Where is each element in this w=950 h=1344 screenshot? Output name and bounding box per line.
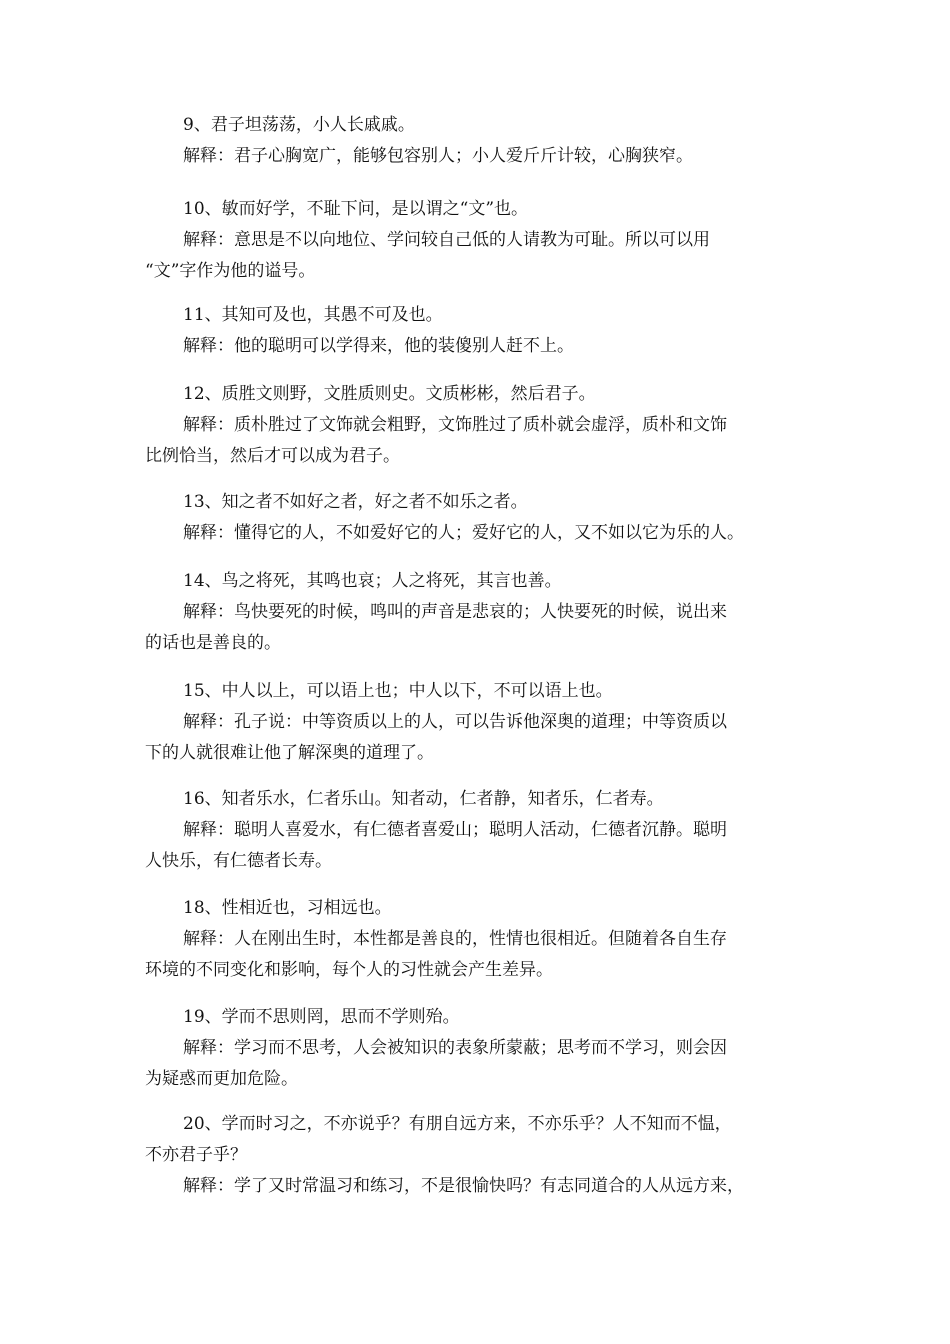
explanation-line: 解释：意思是不以向地位、学问较自己低的人请教为可耻。所以可以用 <box>183 230 710 250</box>
entry-9 <box>145 110 825 172</box>
explanation-line: 解释：质朴胜过了文饰就会粗野，文饰胜过了质朴就会虚浮，质朴和文饰 <box>183 415 727 435</box>
quote-line: 18、性相近也，习相远也。 <box>183 898 392 918</box>
entry-10 <box>145 194 825 287</box>
explanation-line: 解释：学了又时常温习和练习，不是很愉快吗？有志同道合的人从远方来， <box>183 1176 744 1196</box>
explanation-line: 为疑惑而更加危险。 <box>145 1069 298 1089</box>
explanation-line: 的话也是善良的。 <box>145 633 281 653</box>
quote-line: 12、质胜文则野，文胜质则史。文质彬彬，然后君子。 <box>183 384 596 404</box>
entry-14 <box>145 566 825 659</box>
explanation-line: 解释：君子心胸宽广，能够包容别人；小人爱斤斤计较，心胸狭窄。 <box>183 146 693 166</box>
quote-line: 19、学而不思则罔，思而不学则殆。 <box>183 1007 460 1027</box>
entry-18 <box>145 893 825 986</box>
quote-line: 13、知之者不如好之者，好之者不如乐之者。 <box>183 492 528 512</box>
quote-line: 14、鸟之将死，其鸣也哀；人之将死，其言也善。 <box>183 571 562 591</box>
explanation-line: 解释：聪明人喜爱水，有仁德者喜爱山；聪明人活动，仁德者沉静。聪明 <box>183 820 727 840</box>
entry-11 <box>145 300 825 362</box>
explanation-line: 下的人就很难让他了解深奥的道理了。 <box>145 743 434 763</box>
explanation-line: 解释：鸟快要死的时候，鸣叫的声音是悲哀的；人快要死的时候，说出来 <box>183 602 727 622</box>
explanation-line: “文”字作为他的谥号。 <box>145 261 316 281</box>
entry-13 <box>145 487 825 549</box>
explanation-line: 人快乐，有仁德者长寿。 <box>145 851 332 871</box>
quote-line: 16、知者乐水，仁者乐山。知者动，仁者静，知者乐，仁者寿。 <box>183 789 664 809</box>
explanation-line: 比例恰当，然后才可以成为君子。 <box>145 446 400 466</box>
quote-line: 不亦君子乎？ <box>145 1145 247 1165</box>
quote-line: 15、中人以上，可以语上也；中人以下，不可以语上也。 <box>183 681 613 701</box>
quote-line: 11、其知可及也，其愚不可及也。 <box>183 305 443 325</box>
entry-16 <box>145 784 825 877</box>
entry-20 <box>145 1109 825 1202</box>
explanation-line: 环境的不同变化和影响，每个人的习性就会产生差异。 <box>145 960 553 980</box>
explanation-line: 解释：懂得它的人，不如爱好它的人；爱好它的人，又不如以它为乐的人。 <box>183 523 744 543</box>
explanation-line: 解释：孔子说：中等资质以上的人，可以告诉他深奥的道理；中等资质以 <box>183 712 727 732</box>
explanation-line: 解释：他的聪明可以学得来，他的装傻别人赶不上。 <box>183 336 574 356</box>
entry-19 <box>145 1002 825 1095</box>
quote-line: 20、学而时习之，不亦说乎？有朋自远方来，不亦乐乎？人不知而不愠， <box>183 1114 732 1134</box>
explanation-line: 解释：学习而不思考，人会被知识的表象所蒙蔽；思考而不学习，则会因 <box>183 1038 727 1058</box>
quote-line: 10、敏而好学，不耻下问，是以谓之“文”也。 <box>183 199 529 219</box>
explanation-line: 解释：人在刚出生时，本性都是善良的，性情也很相近。但随着各自生存 <box>183 929 727 949</box>
entry-15 <box>145 676 825 769</box>
quote-line: 9、君子坦荡荡，小人长戚戚。 <box>183 115 415 135</box>
entry-12 <box>145 379 825 472</box>
